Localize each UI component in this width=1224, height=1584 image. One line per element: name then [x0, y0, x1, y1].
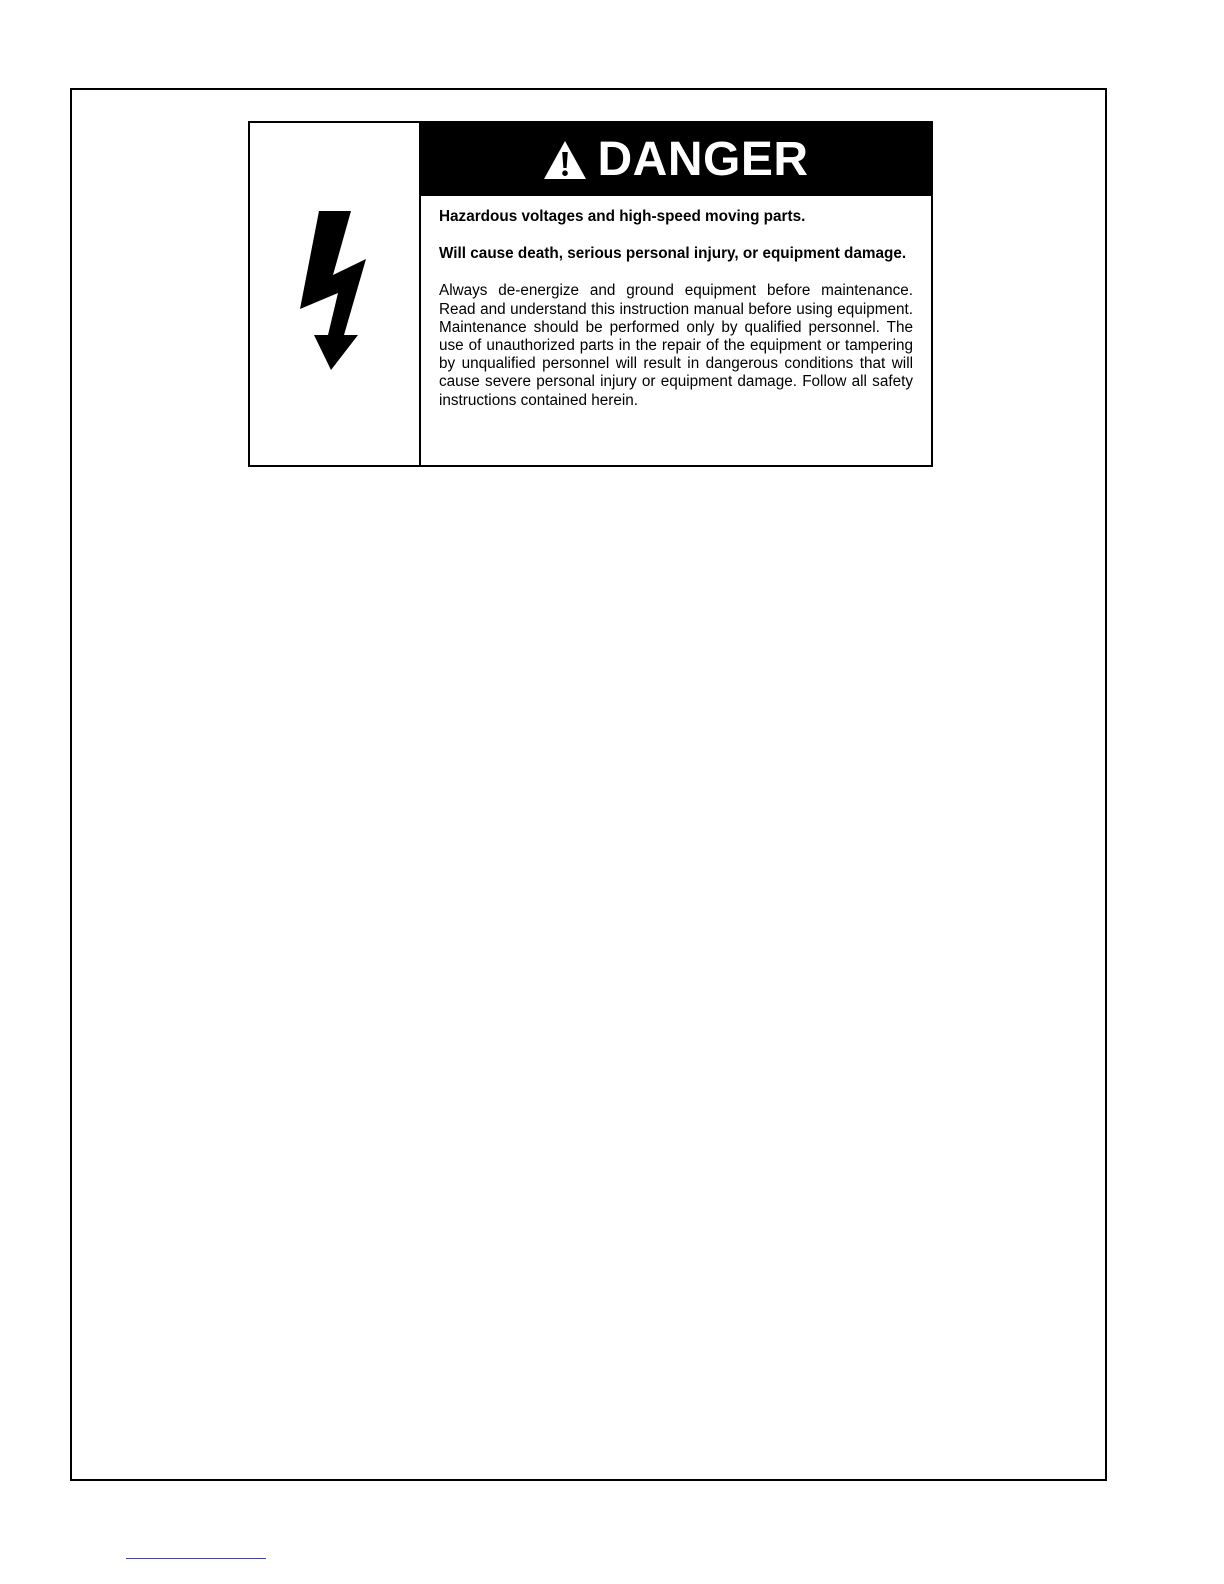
lightning-bolt-icon [296, 209, 368, 371]
hazard-statement: Hazardous voltages and high-speed moving parts. [439, 208, 806, 225]
message-panel [421, 123, 931, 465]
signal-word-header [421, 123, 931, 196]
message-body [421, 196, 931, 410]
consequence-statement: Will cause death, serious personal injury, or equipment damage. [439, 245, 907, 263]
hazard-symbol-panel [250, 123, 421, 465]
warning-triangle-icon [543, 140, 587, 180]
signal-word: DANGER [597, 132, 809, 186]
safety-instructions: Always de-energize and ground equipment before maintenance. Read and understand this instruction manual before using equipment. Maintenance should be performed only by qualified personnel. The use of unauthorized parts in the repair of the equipment or tampering by unqualified personnel will result in dangerous conditions that will cause severe personal injury or equipment damage. Follow all safety instructions contained herein. [439, 282, 913, 409]
danger-safety-label [248, 121, 933, 467]
footer-rule [126, 1558, 266, 1559]
